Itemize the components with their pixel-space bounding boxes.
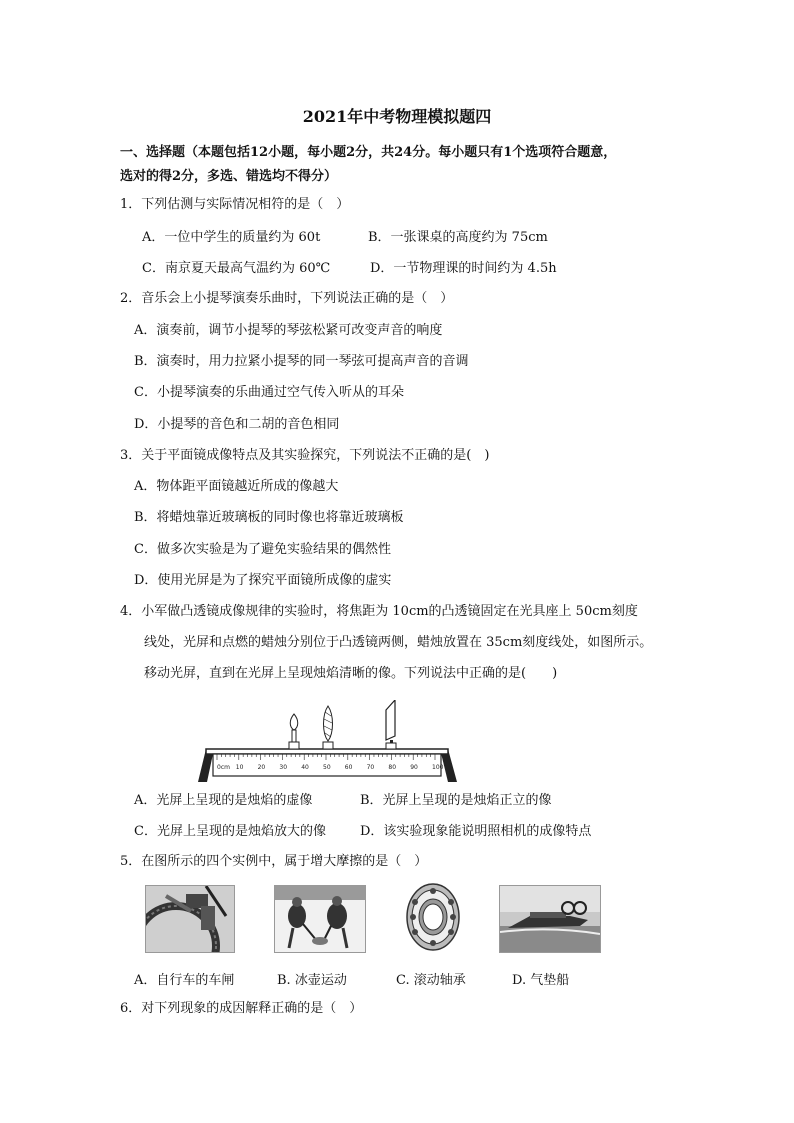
q2-option-c: C．小提琴演奏的乐曲通过空气传入听从的耳朵	[134, 385, 404, 400]
q3-option-a: A．物体距平面镜越近所成的像越大	[134, 479, 339, 494]
hovercraft-image	[499, 885, 601, 953]
q3-option-d: D．使用光屏是为了探究平面镜所成像的虚实	[134, 573, 392, 588]
q4-option-b: B．光屏上呈现的是烛焰正立的像	[360, 793, 552, 808]
ruler-label: 50	[323, 764, 331, 771]
q5-stem: 5．在图所示的四个实例中，属于增大摩擦的是（ ）	[120, 854, 428, 869]
q2-option-d: D．小提琴的音色和二胡的音色相同	[134, 417, 340, 432]
lens-stand	[323, 742, 333, 749]
ruler-label: 90	[410, 764, 418, 771]
q4-option-a: A．光屏上呈现的是烛焰的虚像	[134, 793, 313, 808]
optical-bench-diagram	[195, 700, 460, 786]
screen-stand	[386, 743, 396, 749]
q4-stem-line2: 线处，光屏和点燃的蜡烛分别位于凸透镜两侧，蜡烛放置在 35cm刻度线处，如图所示。	[144, 635, 653, 650]
q1-option-d: D．一节物理课的时间约为 4.5h	[370, 261, 557, 276]
q1-option-b: B．一张课桌的高度约为 75cm	[368, 230, 548, 245]
q4-option-d: D．该实验现象能说明照相机的成像特点	[360, 824, 592, 839]
q4-stem-line3: 移动光屏，直到在光屏上呈现烛焰清晰的像。下列说法中正确的是( )	[144, 666, 558, 681]
q4-option-c: C．光屏上呈现的是烛焰放大的像	[134, 824, 326, 839]
ruler-label: 10	[235, 764, 244, 771]
q2-option-b: B．演奏时，用力拉紧小提琴的同一琴弦可提高声音的音调	[134, 354, 469, 369]
candle-body	[292, 730, 296, 742]
q1-stem: 1．下列估测与实际情况相符的是（ ）	[120, 197, 350, 212]
light-screen	[386, 700, 395, 740]
ruler-label: 30	[279, 764, 288, 771]
ruler-label: 60	[344, 764, 353, 771]
ruler-label: 20	[257, 764, 266, 771]
ruler-label: 40	[301, 764, 309, 771]
ruler-label: 100	[432, 764, 444, 771]
section-header-line2: 选对的得2分，多选、错选均不得分）	[120, 169, 338, 184]
bench-top-rail	[206, 749, 448, 754]
q1-option-c: C．南京夏天最高气温约为 60℃	[142, 261, 331, 276]
candle-stand	[289, 742, 299, 749]
lens	[324, 706, 333, 741]
lens-holder	[323, 706, 333, 749]
q5-option-b: B. 冰壶运动	[277, 973, 347, 988]
q3-stem: 3．关于平面镜成像特点及其实验探究，下列说法不正确的是( )	[120, 448, 490, 463]
q1-option-a: A．一位中学生的质量约为 60t	[142, 230, 321, 245]
q2-option-a: A．演奏前，调节小提琴的琴弦松紧可改变声音的响度	[134, 323, 443, 338]
rolling-bearing-image	[405, 882, 461, 952]
page-title: 2021年中考物理模拟题四	[302, 107, 492, 126]
candle-holder	[289, 714, 299, 749]
candle-flame	[290, 714, 298, 730]
section-header-line1: 一、选择题（本题包括12小题，每小题2分，共24分。每小题只有1个选项符合题意，	[120, 145, 617, 160]
ruler-label: 0cm	[217, 764, 230, 771]
screen-holder	[386, 700, 396, 749]
q4-stem-line1: 4．小军做凸透镜成像规律的实验时，将焦距为 10cm的凸透镜固定在光具座上 50cm刻度	[120, 604, 638, 619]
q3-option-c: C．做多次实验是为了避免实验结果的偶然性	[134, 542, 391, 557]
q5-option-c: C. 滚动轴承	[396, 973, 466, 988]
q5-option-a: A．自行车的车闸	[134, 973, 235, 988]
curling-image	[274, 885, 366, 953]
q3-option-b: B．将蜡烛靠近玻璃板的同时像也将靠近玻璃板	[134, 510, 404, 525]
ruler-label: 70	[366, 764, 375, 771]
q5-option-d: D. 气垫船	[512, 973, 570, 988]
q6-stem: 6．对下列现象的成因解释正确的是（ ）	[120, 1001, 363, 1016]
q2-stem: 2．音乐会上小提琴演奏乐曲时，下列说法正确的是（ ）	[120, 291, 454, 306]
ruler-label: 80	[388, 764, 397, 771]
bicycle-brake-image	[145, 885, 235, 953]
